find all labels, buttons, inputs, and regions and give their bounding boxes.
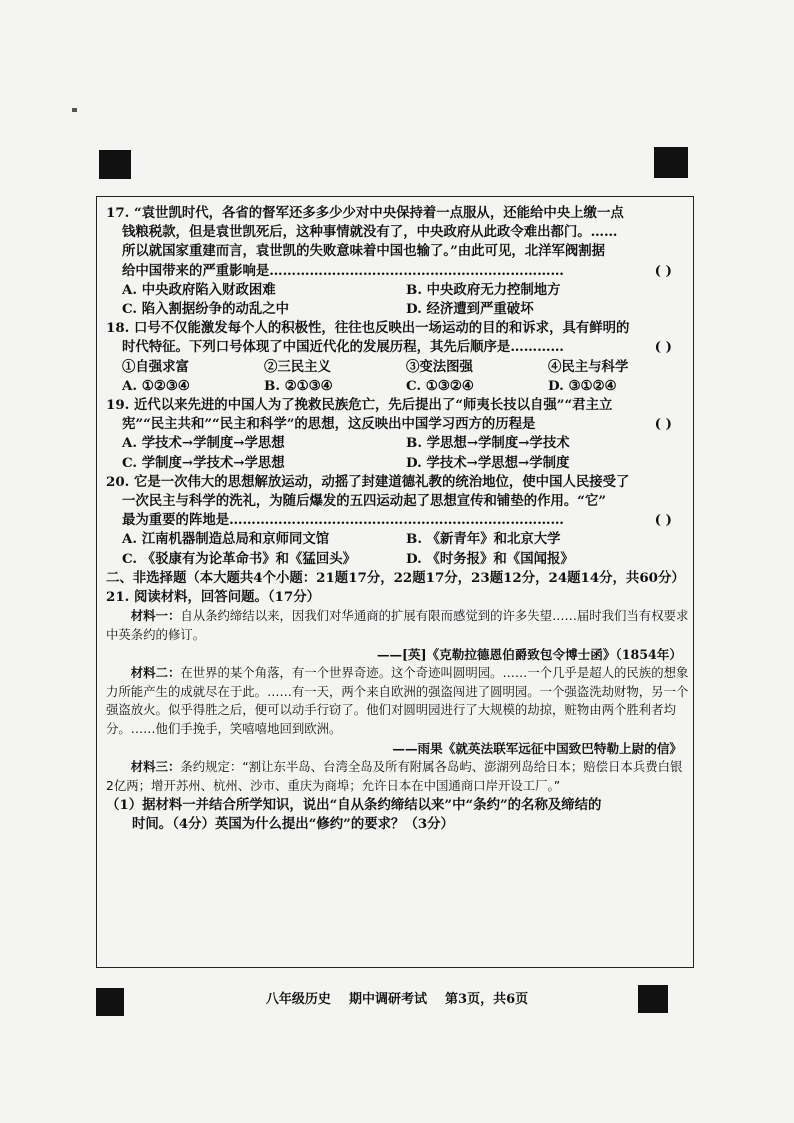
stem-line: 所以就国家重建而言，袁世凯的失败意味着中国也输了。”由此可见，北洋军阀割据: [122, 243, 606, 260]
stem-line: 给中国带来的严重影响是…………………………………………………………: [122, 262, 564, 279]
option-a: A. 中央政府陷入财政困难: [122, 281, 276, 298]
material-2: [106, 664, 690, 739]
page-footer: 八年级历史 期中调研考试 第3页，共6页: [265, 992, 529, 1007]
stem-line: 它是一次伟大的思想解放运动，动摇了封建道德礼教的统治地位，使中国人民接受了: [133, 473, 630, 490]
option-d: D. 《时务报》和《国闻报》: [406, 550, 574, 567]
answer-bracket[interactable]: ( ): [654, 416, 672, 433]
scan-mark: [72, 108, 77, 112]
stem-line: 近代以来先进的中国人为了挽救民族危亡，先后提出了“师夷长技以自强”“君主立: [133, 397, 613, 414]
question-20: [106, 473, 690, 569]
material-label: 材料三：: [130, 759, 181, 775]
question-number: 17.: [106, 205, 130, 221]
sub-question-1-cont: 时间。（4分）英国为什么提出“修约”的要求？（3分）: [132, 815, 454, 832]
material-source: ——[英]《克勒拉德恩伯爵致包令博士函》（1854年）: [376, 646, 682, 662]
option-c: C. 学制度→学技术→学思想: [122, 454, 285, 471]
material-text: 条约规定：“割让东半岛、台湾全岛及所有附属各岛屿、澎湖列岛给日本；赔偿日本兵费白银2亿两；增开苏州、杭州、沙市、重庆为商埠；允许日本在中国通商口岸开设工厂。”: [106, 759, 683, 793]
answer-bracket[interactable]: ( ): [654, 262, 672, 279]
option-d: D. 学技术→学思想→学制度: [406, 454, 570, 471]
question-number: 20.: [106, 473, 130, 490]
material-text: 在世界的某个角落，有一个世界奇迹。这个奇迹叫圆明园。……一个几乎是超人的民族的想象力所能产生的成就尽在于此。……有一天，两个来自欧洲的强盗闯进了圆明园。一个强盗洗劫财物，另一个强盗放火。似乎得胜之后，便可以动手行窃了。他们对圆明园进行了大规模的劫掠，赃物由两个胜利者均分。……他们手挽手，笑嘻嘻地回到欧洲。: [106, 664, 689, 737]
option-b: B. ②①③④: [264, 377, 333, 394]
material-label: 材料二：: [130, 664, 181, 680]
question-17: [106, 204, 690, 319]
slogan-item: ④民主与科学: [548, 358, 629, 375]
material-3: [106, 758, 690, 796]
slogan-item: ③变法图强: [406, 358, 473, 375]
option-b: B. 中央政府无力控制地方: [406, 281, 561, 298]
question-number: 19.: [106, 397, 130, 414]
slogan-item: ②三民主义: [264, 358, 331, 375]
question-number: 18.: [106, 320, 130, 337]
stem-line: “袁世凯时代，各省的督军还多多少少对中央保持着一点服从，还能给中央上缴一点: [133, 205, 624, 221]
sub-question-1: （1）据材料一并结合所学知识，说出“自从条约缔结以来”中“条约”的名称及缔结的: [106, 796, 602, 813]
stem-line: 时代特征。下列口号体现了中国近代化的发展历程，其先后顺序是…………: [122, 339, 564, 356]
option-c: C. 陷入割据纷争的动乱之中: [122, 301, 290, 318]
answer-bracket[interactable]: ( ): [654, 512, 672, 529]
stem-line: 钱粮税款，但是袁世凯死后，这种事情就没有了，中央政府从此政令难出都门。……: [122, 224, 618, 241]
registration-mark-top-left: [99, 150, 131, 179]
option-b: B. 《新青年》和北京大学: [406, 531, 561, 548]
option-a: A. 江南机器制造总局和京师同文馆: [122, 531, 330, 548]
stem-line: 口号不仅能激发每个人的积极性，往往也反映出一场运动的目的和诉求，具有鲜明的: [133, 320, 630, 337]
material-text: 自从条约缔结以来，因我们对华通商的扩展有限而感觉到的许多失望……届时我们当有权要求中英条约的修订。: [106, 608, 689, 643]
option-d: D. 经济遭到严重破坏: [406, 301, 534, 318]
registration-mark-top-right: [654, 147, 688, 178]
material-label: 材料一：: [130, 608, 181, 624]
answer-area[interactable]: [106, 834, 690, 974]
material-source: ——雨果《就英法联军远征中国致巴特勒上尉的信》: [392, 741, 682, 757]
stem-line: 宪”“民主共和”“民主和科学”的思想，这反映出中国学习西方的历程是: [122, 416, 536, 433]
option-b: B. 学思想→学制度→学技术: [406, 435, 570, 452]
question-18: [106, 319, 690, 396]
stem-line: 一次民主与科学的洗礼，为随后爆发的五四运动起了思想宣传和铺垫的作用。“它”: [122, 493, 607, 510]
question-19: [106, 396, 690, 473]
option-d: D. ③①②④: [548, 377, 617, 394]
option-c: C. ①③②④: [406, 377, 474, 394]
section-heading: 二、非选择题（本大题共4个小题：21题17分，22题17分，23题12分，24题14分，共60分）: [106, 569, 685, 586]
stem-line: 最为重要的阵地是…………………………………………………………………: [122, 512, 564, 529]
option-a: A. ①②③④: [122, 377, 190, 394]
answer-bracket[interactable]: ( ): [654, 339, 672, 356]
page-content: [106, 204, 690, 974]
option-c: C. 《驳康有为论革命书》和《猛回头》: [122, 550, 356, 567]
question-21: [106, 588, 690, 974]
slogan-item: ①自强求富: [122, 358, 189, 375]
material-1: [106, 607, 690, 645]
option-a: A. 学技术→学制度→学思想: [122, 435, 285, 452]
question-title: 21. 阅读材料，回答问题。（17分）: [106, 589, 320, 606]
